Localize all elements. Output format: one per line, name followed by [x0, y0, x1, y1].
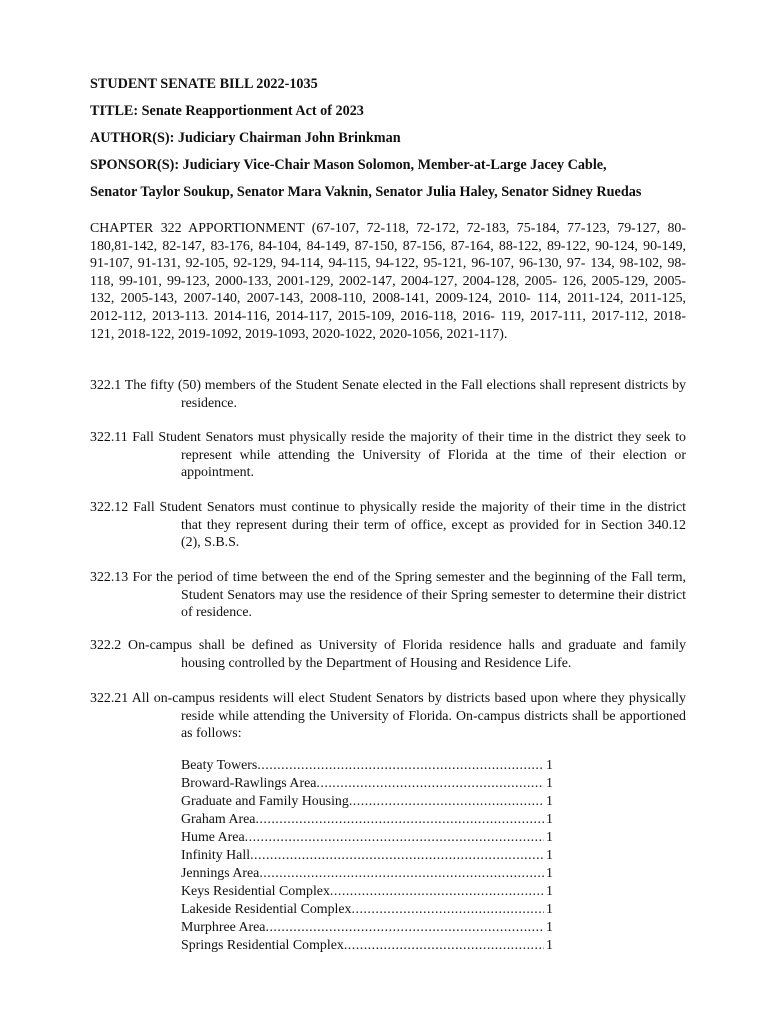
district-seat-count: 1: [546, 794, 553, 809]
district-seat-count: 1: [546, 812, 553, 827]
district-seat-count: 1: [546, 830, 553, 845]
district-apportionment-list: [181, 757, 553, 955]
district-name: Lakeside Residential Complex: [181, 902, 352, 917]
list-item: [181, 901, 553, 919]
leader-dots: [255, 811, 544, 829]
section-322-2: 322.2 On-campus shall be defined as University of Florida residence halls and graduate and family housing controlled by the Department of Housing and Residence Life.: [90, 638, 686, 671]
list-item: [181, 829, 553, 847]
section-322-1: 322.1 The fifty (50) members of the Student Senate elected in the Fall elections shall represent districts by residence.: [90, 378, 686, 411]
district-name: Hume Area: [181, 830, 245, 845]
section-322-12: 322.12 Fall Student Senators must continue to physically reside the majority of their time in the district that they represent during their term of office, except as provided for in Section 340.12 (2), S.B.S.: [90, 500, 686, 551]
list-item: [181, 883, 553, 901]
district-name: Broward-Rawlings Area: [181, 776, 317, 791]
bill-sponsors-line-2: Senator Taylor Soukup, Senator Mara Vaknin, Senator Julia Haley, Senator Sidney Ruedas: [90, 184, 642, 200]
bill-authors: AUTHOR(S): Judiciary Chairman John Brinkman: [90, 130, 401, 146]
district-seat-count: 1: [546, 884, 553, 899]
district-seat-count: 1: [546, 938, 553, 953]
list-item: [181, 775, 553, 793]
leader-dots: [352, 901, 545, 919]
district-seat-count: 1: [546, 776, 553, 791]
leader-dots: [245, 829, 544, 847]
list-item: [181, 757, 553, 775]
leader-dots: [349, 793, 544, 811]
leader-dots: [316, 775, 544, 793]
district-name: Keys Residential Complex: [181, 884, 330, 899]
leader-dots: [330, 883, 544, 901]
list-item: [181, 811, 553, 829]
district-seat-count: 1: [546, 902, 553, 917]
district-name: Murphree Area: [181, 920, 266, 935]
district-seat-count: 1: [546, 866, 553, 881]
leader-dots: [259, 865, 544, 883]
list-item: [181, 793, 553, 811]
district-seat-count: 1: [546, 758, 553, 773]
leader-dots: [344, 937, 544, 955]
list-item: [181, 919, 553, 937]
district-seat-count: 1: [546, 920, 553, 935]
leader-dots: [265, 919, 544, 937]
district-name: Jennings Area: [181, 866, 260, 881]
district-name: Springs Residential Complex: [181, 938, 344, 953]
district-name: Infinity Hall: [181, 848, 251, 863]
leader-dots: [257, 757, 544, 775]
bill-number: STUDENT SENATE BILL 2022-1035: [90, 76, 318, 92]
district-seat-count: 1: [546, 848, 553, 863]
section-322-13: 322.13 For the period of time between the end of the Spring semester and the beginning of the Fall term, Student Senators may use the residence of their Spring semester to determine their district of residence.: [90, 570, 686, 621]
list-item: [181, 847, 553, 865]
leader-dots: [250, 847, 544, 865]
list-item: [181, 865, 553, 883]
list-item: [181, 937, 553, 955]
bill-title: TITLE: Senate Reapportionment Act of 2023: [90, 103, 364, 119]
district-name: Graham Area: [181, 812, 256, 827]
district-name: Graduate and Family Housing: [181, 794, 349, 809]
district-name: Beaty Towers: [181, 758, 258, 773]
section-322-11: 322.11 Fall Student Senators must physically reside the majority of their time in the district they seek to represent while attending the University of Florida at the time of their election or appointment.: [90, 430, 686, 481]
chapter-heading: CHAPTER 322 APPORTIONMENT (67-107, 72-118, 72-172, 72-183, 75-184, 77-123, 79-127, 80-180,81-142, 82-147, 83-176, 84-104, 84-149, 87-150, 87-156, 87-164, 88-122, 89-122, 90-124, 90-149, 91-107, 91-131, 92-105, 92-129, 94-114, 94-115, 94-122, 95-121, 96-107, 96-130, 97- 134, 98-102, 98-118, 99-101, 99-123, 2000-133, 2001-129, 2002-147, 2004-127, 2004-128, 2005- 126, 2005-129, 2005-132, 2005-143, 2007-140, 2007-143, 2008-110, 2008-141, 2009-124, 2010- 114, 2011-124, 2011-125, 2012-112, 2013-113. 2014-116, 2014-117, 2015-109, 2016-118, 2016- 119, 2017-111, 2017-112, 2018-121, 2018-122, 2019-1092, 2019-1093, 2020-1022, 2020-1056, 2021-117).: [90, 221, 686, 342]
section-322-21: 322.21 All on-campus residents will elect Student Senators by districts based upon where they physically reside while attending the University of Florida. On-campus districts shall be apportioned as follows:: [90, 691, 686, 742]
bill-sponsors-line-1: SPONSOR(S): Judiciary Vice-Chair Mason Solomon, Member-at-Large Jacey Cable,: [90, 157, 607, 173]
